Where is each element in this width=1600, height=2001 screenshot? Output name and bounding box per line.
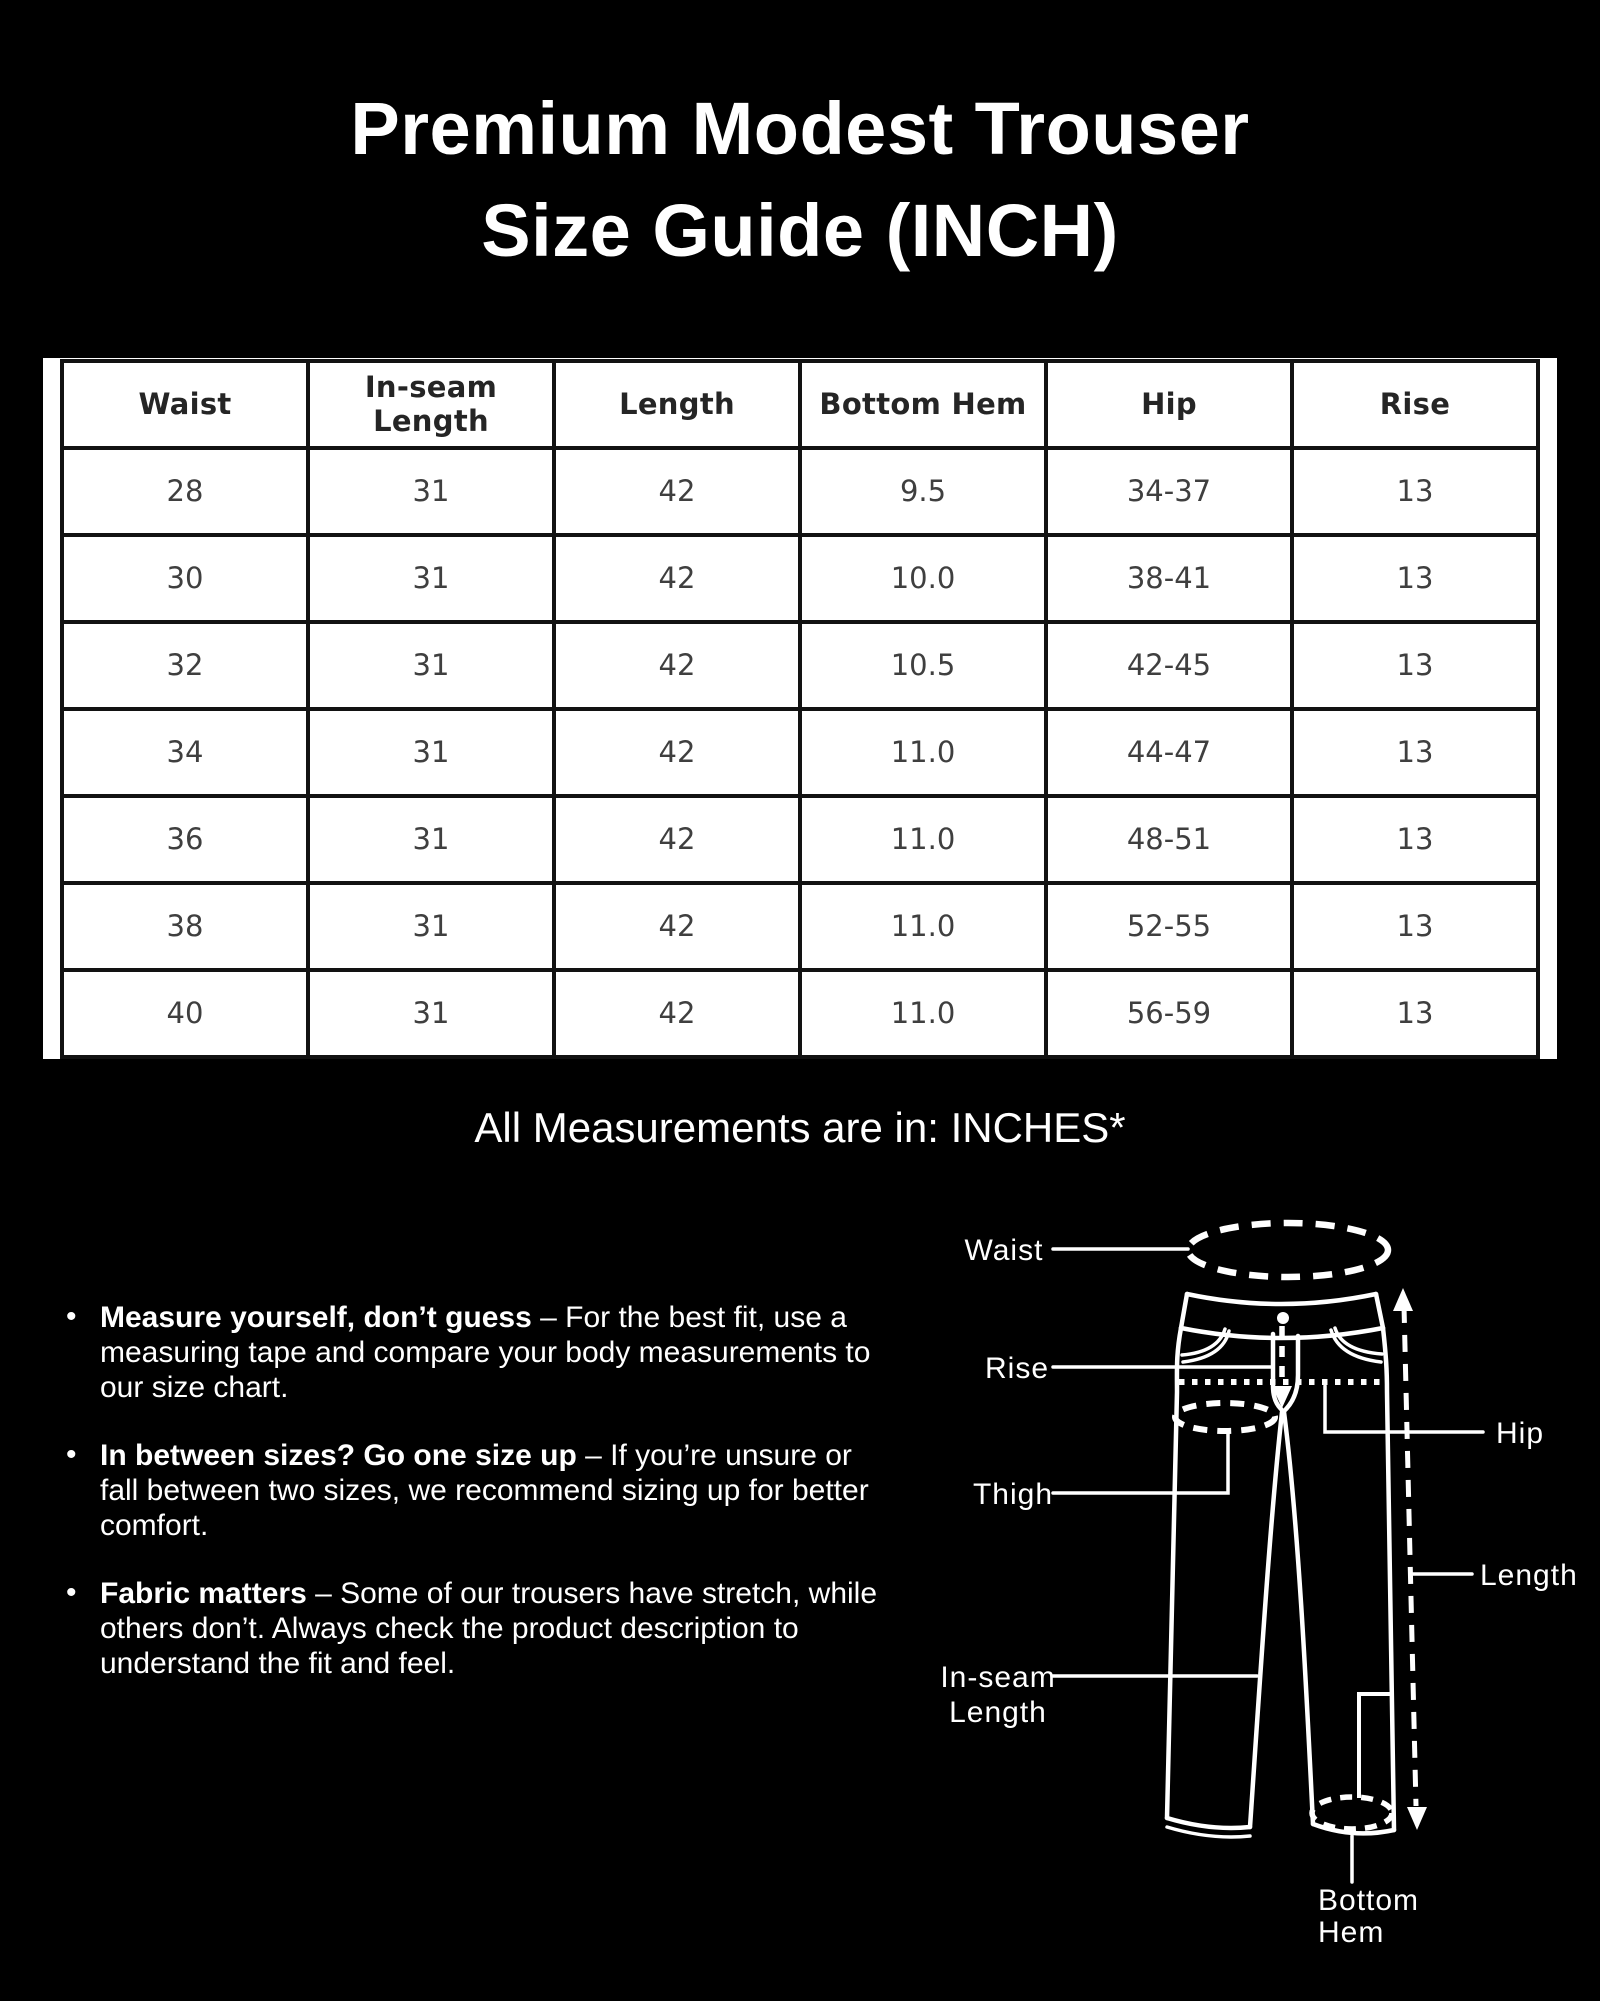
table-cell: 10.5 (800, 622, 1046, 709)
table-cell: 13 (1292, 448, 1538, 535)
table-row (62, 622, 1538, 709)
table-cell: 42 (554, 796, 800, 883)
table-header-row (62, 361, 1538, 448)
tip-lead: In between sizes? Go one size up (100, 1439, 577, 1472)
tip-lead: Measure yourself, don’t guess (100, 1301, 532, 1334)
table-cell: 31 (308, 796, 554, 883)
table-header-rise: Rise (1292, 361, 1538, 448)
table-cell: 31 (308, 883, 554, 970)
table-cell: 40 (62, 970, 308, 1057)
table-header-inseam-length: In-seam Length (308, 361, 554, 448)
table-cell: 30 (62, 535, 308, 622)
rise-label: Rise (984, 1352, 1050, 1385)
table-cell: 31 (308, 970, 554, 1057)
waist-ellipse-icon (1188, 1223, 1388, 1277)
bottom-hem-ellipse-icon (1312, 1797, 1392, 1829)
table-cell: 48-51 (1046, 796, 1292, 883)
table-cell: 52-55 (1046, 883, 1292, 970)
table-header-hip: Hip (1046, 361, 1292, 448)
table-cell: 13 (1292, 796, 1538, 883)
table-cell: 42 (554, 970, 800, 1057)
inseam-bracket-icon (1359, 1694, 1392, 1798)
table-cell: 44-47 (1046, 709, 1292, 796)
thigh-label: Thigh (972, 1478, 1054, 1511)
inseam-label-line2: Length (949, 1696, 1047, 1729)
table-cell: 11.0 (800, 709, 1046, 796)
fit-tips-list (58, 1300, 894, 1714)
table-cell: 28 (62, 448, 308, 535)
tip-between-sizes (58, 1438, 894, 1543)
table-cell: 13 (1292, 970, 1538, 1057)
table-cell: 13 (1292, 883, 1538, 970)
table-row (62, 448, 1538, 535)
page-title-line1: Premium Modest Trouser (350, 87, 1250, 170)
table-cell: 31 (308, 448, 554, 535)
table-cell: 56-59 (1046, 970, 1292, 1057)
waist-label: Waist (964, 1234, 1044, 1267)
trouser-measurement-diagram (900, 1190, 1600, 2001)
hip-label: Hip (1496, 1417, 1545, 1450)
table-cell: 11.0 (800, 883, 1046, 970)
tip-fabric-matters (58, 1576, 894, 1681)
table-cell: 36 (62, 796, 308, 883)
table-row (62, 535, 1538, 622)
table-cell: 13 (1292, 535, 1538, 622)
table-cell: 11.0 (800, 970, 1046, 1057)
inseam-label-line1: In-seam (940, 1661, 1056, 1694)
table-header-waist: Waist (62, 361, 308, 448)
table-cell: 9.5 (800, 448, 1046, 535)
table-cell: 38 (62, 883, 308, 970)
table-row (62, 970, 1538, 1057)
bullet-icon: • (66, 1300, 77, 1333)
table-cell: 31 (308, 622, 554, 709)
size-table (60, 359, 1540, 1059)
tip-measure-yourself (58, 1300, 894, 1405)
table-cell: 13 (1292, 622, 1538, 709)
size-table-panel (43, 358, 1557, 1059)
table-row (62, 796, 1538, 883)
table-cell: 42 (554, 448, 800, 535)
table-cell: 42 (554, 622, 800, 709)
table-cell: 31 (308, 709, 554, 796)
bottom-hem-label-line1: Bottom (1318, 1884, 1420, 1917)
tip-body: – If you’re unsure or fall between two sizes, we recommend sizing up for better comfort. (100, 1439, 869, 1542)
table-cell: 32 (62, 622, 308, 709)
tip-body: – For the best fit, use a measuring tape and compare your body measurements to our size chart. (100, 1301, 871, 1404)
table-header-length: Length (554, 361, 800, 448)
thigh-ellipse-icon (1175, 1403, 1275, 1431)
length-label: Length (1480, 1559, 1578, 1592)
table-cell: 34-37 (1046, 448, 1292, 535)
tip-lead: Fabric matters (100, 1577, 307, 1610)
table-cell: 42 (554, 883, 800, 970)
table-cell: 34 (62, 709, 308, 796)
table-cell: 42 (554, 535, 800, 622)
tip-body: – Some of our trousers have stretch, while others don’t. Always check the product description to understand the fit and feel. (100, 1577, 878, 1680)
page-title-line2: Size Guide (INCH) (481, 189, 1119, 272)
table-cell: 31 (308, 535, 554, 622)
table-cell: 13 (1292, 709, 1538, 796)
bottom-hem-label-line2: Hem (1318, 1916, 1385, 1949)
bullet-icon: • (66, 1576, 77, 1609)
table-cell: 42-45 (1046, 622, 1292, 709)
bullet-icon: • (66, 1438, 77, 1471)
table-cell: 42 (554, 709, 800, 796)
page-title (0, 78, 1600, 282)
table-header-bottom-hem: Bottom Hem (800, 361, 1046, 448)
units-note: All Measurements are in: INCHES* (474, 1104, 1126, 1151)
table-cell: 38-41 (1046, 535, 1292, 622)
table-row (62, 709, 1538, 796)
table-row (62, 883, 1538, 970)
trouser-diagram-svg (900, 1190, 1600, 2001)
length-arrow-icon (1404, 1306, 1416, 1806)
table-cell: 10.0 (800, 535, 1046, 622)
table-cell: 11.0 (800, 796, 1046, 883)
